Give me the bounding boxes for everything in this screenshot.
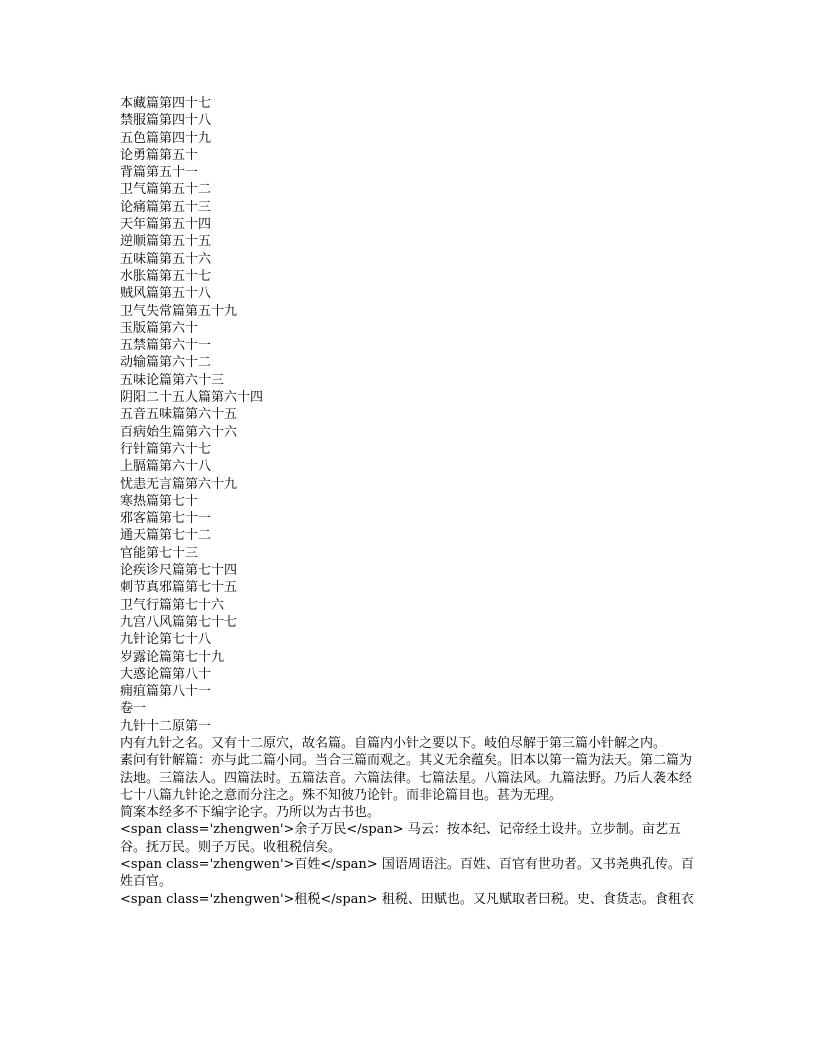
toc-item: 岁露论篇第七十九 — [120, 649, 225, 665]
toc-item: 论疾诊尺篇第七十四 — [120, 563, 238, 579]
toc-item: 百病始生篇第六十六 — [120, 424, 238, 440]
toc-item: 大惑论篇第八十 — [120, 666, 212, 682]
toc-item: 五禁篇第六十一 — [120, 338, 212, 354]
toc-item: 动输篇第六十二 — [120, 355, 212, 371]
document-page — [120, 95, 695, 908]
table-of-contents — [120, 95, 695, 700]
toc-item: 寒热篇第七十 — [120, 493, 199, 509]
paragraph: 简案本经多不下编字论字。乃所以为古书也。 — [120, 805, 381, 821]
paragraph: <span class='zhengwen'>百姓</span> 国语周语注。百姓、百官有世功者。又书尧典孔传。百姓百官。 — [120, 857, 694, 890]
toc-item: 官能第七十三 — [120, 545, 199, 561]
toc-item: 贼风篇第五十八 — [120, 286, 212, 302]
toc-item: 论痛篇第五十三 — [120, 199, 212, 215]
toc-item: 九宫八风篇第七十七 — [120, 614, 238, 630]
toc-item: 卫气失常篇第五十九 — [120, 303, 238, 319]
paragraph: <span class='zhengwen'>租税</span> 租税、田赋也。又凡赋取者曰税。史、食货志。食租衣 — [120, 891, 694, 907]
toc-item: 五色篇第四十九 — [120, 130, 212, 146]
toc-item: 五味篇第五十六 — [120, 251, 212, 267]
toc-item: 行针篇第六十七 — [120, 441, 212, 457]
toc-item: 玉版篇第六十 — [120, 320, 199, 336]
toc-item: 卫气篇第五十二 — [120, 182, 212, 198]
toc-item: 本藏篇第四十七 — [120, 96, 212, 111]
chapter-title: 九针十二原第一 — [120, 718, 212, 734]
toc-item: 通天篇第七十二 — [120, 528, 212, 544]
toc-item: 九针论第七十八 — [120, 632, 212, 648]
toc-item: 上膈篇第六十八 — [120, 459, 212, 475]
toc-item: 天年篇第五十四 — [120, 217, 212, 233]
toc-item: 禁服篇第四十八 — [120, 113, 212, 129]
toc-item: 五音五味篇第六十五 — [120, 407, 238, 423]
chapter-body — [120, 735, 695, 908]
toc-item: 水胀篇第五十七 — [120, 268, 212, 284]
toc-item: 逆顺篇第五十五 — [120, 234, 212, 250]
toc-item: 邪客篇第七十一 — [120, 511, 212, 527]
toc-item: 背篇第五十一 — [120, 165, 199, 181]
toc-item: 论勇篇第五十 — [120, 147, 199, 163]
toc-item: 卫气行篇第七十六 — [120, 597, 225, 613]
toc-item: 刺节真邪篇第七十五 — [120, 580, 238, 596]
toc-item: 阴阳二十五人篇第六十四 — [120, 390, 264, 406]
paragraph: <span class='zhengwen'>余子万民</span> 马云：按本纪、记帝经土设井。立步制。亩艺五谷。抚万民。则子万民。收租税信矣。 — [120, 822, 681, 855]
toc-item: 忧恚无言篇第六十九 — [120, 476, 238, 492]
toc-item: 痈疽篇第八十一 — [120, 684, 212, 700]
volume-label: 卷一 — [120, 701, 147, 717]
paragraph: 内有九针之名。又有十二原穴，故名篇。自篇内小针之要以下。岐伯尽解于第三篇小针解之内。 — [120, 735, 667, 751]
paragraph: 素问有针解篇：亦与此二篇小同。当合三篇而观之。其义无余蕴矣。旧本以第一篇为法天。第二篇为法地。三篇法人。四篇法时。五篇法音。六篇法律。七篇法星。八篇法风。九篇法野。乃后人袭本经七十八篇九针论之意而分注之。殊不知彼乃论针。而非论篇目也。甚为无理。 — [120, 753, 693, 803]
toc-item: 五味论篇第六十三 — [120, 372, 225, 388]
